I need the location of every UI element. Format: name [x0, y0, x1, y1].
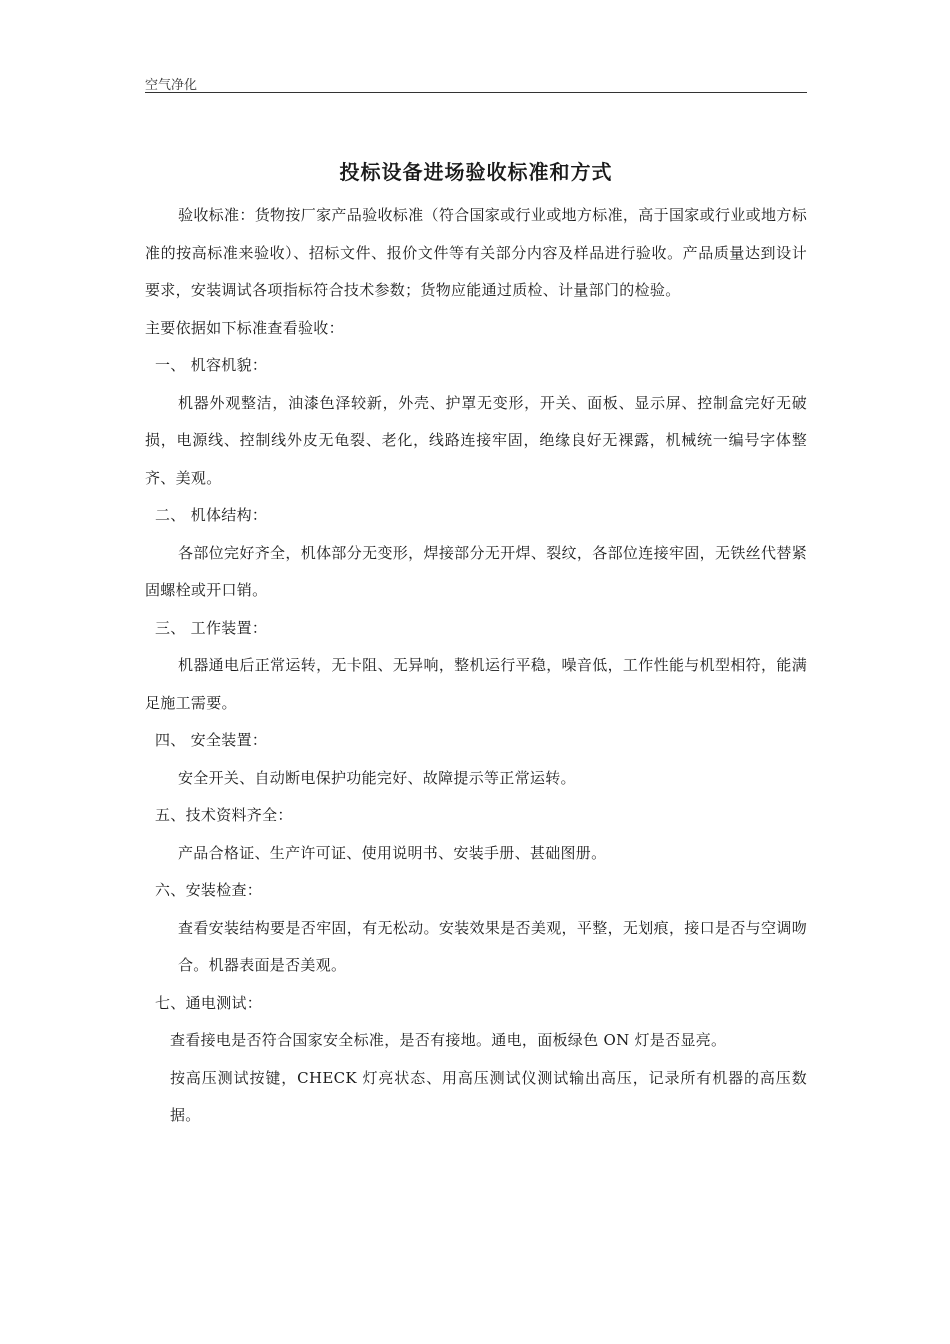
document-body: [145, 197, 807, 1135]
section-text: 查看安装结构要是否牢固，有无松动。安装效果是否美观，平整，无划痕，接口是否与空调吻合。机器表面是否美观。: [178, 918, 807, 974]
section-text: 机器通电后正常运转，无卡阻、无异响，整机运行平稳，噪音低，工作性能与机型相符，能满足施工需要。: [145, 656, 807, 712]
section-heading: 二、 机体结构：: [155, 506, 268, 524]
section-heading: 一、 机容机貌：: [155, 356, 268, 374]
section-text: 产品合格证、生产许可证、使用说明书、安装手册、甚础图册。: [178, 843, 607, 862]
section-heading: 七、通电测试：: [155, 993, 263, 1012]
section-text: 机器外观整洁，油漆色泽较新，外壳、护罩无变形，开关、面板、显示屏、控制盒完好无破损，电源线、控制线外皮无龟裂、老化，线路连接牢固，绝缘良好无裸露，机械统一编号字体整齐、美观。: [145, 393, 807, 487]
section-heading: 五、技术资料齐全：: [155, 806, 293, 824]
section-text: 查看接电是否符合国家安全标准，是否有接地。通电，面板绿色 ON 灯是否显亮。: [170, 1031, 727, 1049]
header-text: 空气净化: [145, 78, 198, 93]
section-heading: 三、 工作装置：: [155, 618, 268, 637]
section-text: 各部位完好齐全，机体部分无变形，焊接部分无开焊、裂纹，各部位连接牢固，无铁丝代替紧固螺栓或开口销。: [145, 543, 807, 599]
section-text: 按高压测试按键，CHECK 灯亮状态、用高压测试仪测试输出高压，记录所有机器的高压数据。: [170, 1068, 807, 1124]
page-header: [145, 70, 807, 93]
section-text: 安全开关、自动断电保护功能完好、故障提示等正常运转。: [178, 768, 576, 787]
document-title: 投标设备进场验收标准和方式: [339, 160, 613, 184]
intro-basis: 主要依据如下标准查看验收：: [145, 318, 344, 337]
intro-paragraph: 验收标准：货物按厂家产品验收标准（符合国家或行业或地方标准，高于国家或行业或地方标准的按高标准来验收）、招标文件、报价文件等有关部分内容及样品进行验收。产品质量达到设计要求，安装调试各项指标符合技术参数；货物应能通过质检、计量部门的检验。: [145, 206, 807, 299]
section-heading: 四、 安全装置：: [155, 731, 268, 749]
section-heading: 六、安装检查：: [155, 881, 263, 899]
